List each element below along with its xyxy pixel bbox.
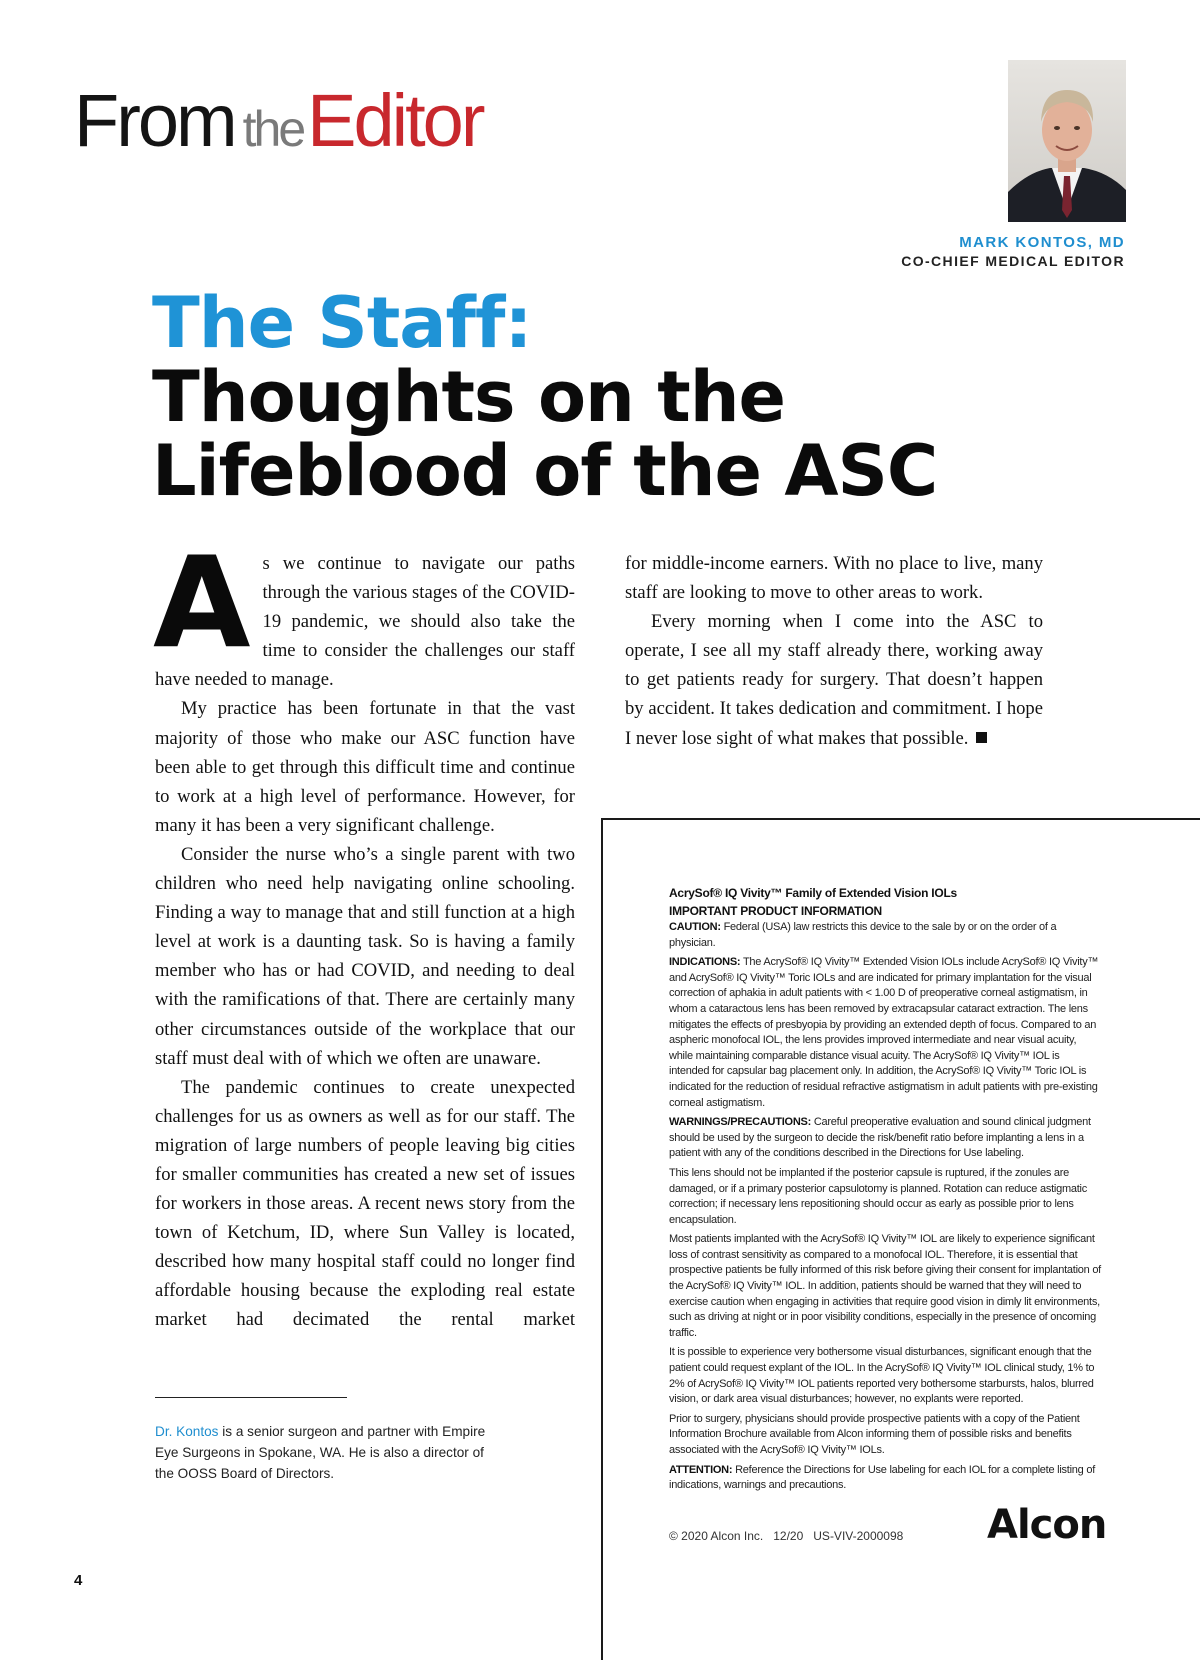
paragraph-1-text: s we continue to navigate our paths through the various stages of the COVID-19 pandemic, we should also take the time to consider the challenges our staff have needed to manage. xyxy=(155,553,575,691)
masthead-editor: Editor xyxy=(307,79,483,162)
ad-attention-label: ATTENTION: xyxy=(669,1463,733,1476)
headline-line-1: The Staff: xyxy=(152,282,532,364)
drop-cap: A xyxy=(153,529,251,676)
article-headline xyxy=(152,282,938,512)
ad-product-information xyxy=(669,884,1101,1498)
paragraph-2: My practice has been fortunate in that the vast majority of those who make our ASC function have been able to get through this difficult time and continue to work at a high level of performance. However, for many it has been a very significant challenge. xyxy=(155,698,575,836)
ad-caution-text: Federal (USA) law restricts this device to the sale by or on the order of a physician. xyxy=(669,921,1057,949)
paragraph-4-continued: for middle-income earners. With no place to live, many staff are looking to move to other areas to work. xyxy=(625,553,1043,604)
portrait-image xyxy=(1008,60,1126,222)
headline-line-2: Thoughts on the xyxy=(152,356,786,438)
ad-warning-3: Most patients implanted with the AcrySof® IQ Vivity™ IOL are likely to experience significant loss of contrast sensitivity as compared to a monofocal IOL. Therefore, it is essential that prospective patients be fully informed of this risk before giving their consent for implantation of the AcrySof® IQ Vivity™ IOL. In addition, patients should be warned that they will need to exercise caution when engaging in activities that require good vision in dimly lit environments, such as driving at night or in poor visibility conditions, especially in the presence of oncoming traffic. xyxy=(669,1233,1101,1339)
ad-caution-label: CAUTION: xyxy=(669,921,721,933)
ad-copyright: © 2020 Alcon Inc. 12/20 US-VIV-2000098 xyxy=(669,1529,904,1543)
headline-line-3: Lifeblood of the ASC xyxy=(152,430,938,512)
masthead-from: From xyxy=(74,79,235,162)
paragraph-3: Consider the nurse who’s a single parent with two children who need help navigating online schooling. Finding a way to manage that and still function at a high level at work is a daunting task. So is having a family member who has or had COVID, and needing to deal with the ramifications of that. There are certainly many other circumstances outside of the workplace that our staff must deal with of which we often are unaware. xyxy=(155,843,575,1069)
ad-warning-5: Prior to surgery, physicians should provide prospective patients with a copy of the Patient Information Brochure available from Alcon informing them of possible risks and benefits associated with the AcrySof® IQ Vivity™ IOLs. xyxy=(669,1412,1080,1456)
ad-warnings xyxy=(669,1115,1101,1162)
footnote-text: is a senior surgeon and partner with Empire Eye Surgeons in Spokane, WA. He is also a director of the OOSS Board of Directors. xyxy=(155,1424,486,1481)
masthead xyxy=(74,78,482,163)
editor-name: MARK KONTOS, MD xyxy=(959,234,1125,251)
article-column-right xyxy=(625,549,1043,753)
ad-warnings-label: WARNINGS/PRECAUTIONS: xyxy=(669,1116,812,1129)
page-number: 4 xyxy=(74,1572,83,1589)
end-mark-icon xyxy=(976,732,987,743)
paragraph-5-text: Every morning when I come into the ASC to operate, I see all my staff already there, working away to get patients ready for surgery. That doesn’t happen by accident. It takes dedication and commitment. I hope I never lose sight of what makes that possible. xyxy=(625,611,1043,749)
editor-credit xyxy=(901,234,1125,270)
ad-warning-4: It is possible to experience very bothersome visual disturbances, significant enough that the patient could request explant of the IOL. In the AcrySof® IQ Vivity™ IOL clinical study, 1% to 2% of AcrySof® IQ Vivity™ IOL patients reported very bothersome starbursts, halos, blurred vision, or dark area visual disturbances; however, no explants were reported. xyxy=(669,1346,1095,1406)
paragraph-4: The pandemic continues to create unexpected challenges for us as owners as well as for our staff. The migration of large numbers of people leaving big cities for smaller communities has created a new set of issues for workers in those areas. A recent news story from the town of Ketchum, ID, where Sun Valley is located, described how many hospital staff could no longer find affordable housing because the exploding real estate market had decimated the rental market xyxy=(155,1076,575,1331)
author-footnote xyxy=(155,1421,505,1484)
ad-attention-text: Reference the Directions for Use labeling for each IOL for a complete listing of indications, warnings and precautions. xyxy=(669,1463,1095,1492)
editor-title: CO-CHIEF MEDICAL EDITOR xyxy=(901,253,1125,269)
ad-warning-2: This lens should not be implanted if the posterior capsule is ruptured, if the zonules are damaged, or if a primary posterior capsulotomy is planned. Rotation can reduce astigmatic correction; if necessary lens repositioning should occur as early as possible prior to lens encapsulation. xyxy=(669,1166,1087,1226)
ad-indications xyxy=(669,955,1101,1111)
ad-attention xyxy=(669,1463,1101,1494)
paragraph-1 xyxy=(153,529,575,694)
ad-subtitle: IMPORTANT PRODUCT INFORMATION xyxy=(669,904,882,918)
ad-indications-text: The AcrySof® IQ Vivity™ Extended Vision IOLs include AcrySof® IQ Vivity™ and AcrySof® IQ Vivity™ Toric IOLs and are indicated for primary implantation for the visual correction of aphakia in adult patients with < 1.00 D of preoperative corneal astigmatism, in whom a cataractous lens has been removed by extracapsular cataract extraction. The lens mitigates the effects of presbyopia by providing an extended depth of focus. Compared to an aspheric monofocal IOL, the lens provides improved intermediate and near visual acuity, while maintaining comparable distance visual acuity. The AcrySof® IQ Vivity™ IOL is intended for capsular bag placement only. In addition, the AcrySof® IQ Vivity™ Toric IOL is indicated for the reduction of residual refractive astigmatism in adult patients with pre-existing corneal astigmatism. xyxy=(669,956,1099,1109)
footnote-author-name: Dr. Kontos xyxy=(155,1424,219,1439)
footnote-divider xyxy=(155,1397,347,1398)
editor-portrait xyxy=(1008,60,1126,222)
masthead-the: the xyxy=(242,101,304,157)
ad-warnings-text: Careful preoperative evaluation and sound clinical judgment should be used by the surgeon to decide the risk/benefit ratio before implanting a lens in a patient with any of the conditions described in the Directions for Use labeling. xyxy=(669,1116,1091,1160)
alcon-logo: Alcon xyxy=(987,1502,1107,1548)
paragraph-5 xyxy=(625,607,1043,752)
ad-title: AcrySof® IQ Vivity™ Family of Extended Vision IOLs xyxy=(669,886,957,900)
ad-indications-label: INDICATIONS: xyxy=(669,956,741,969)
article-column-left xyxy=(153,529,575,1335)
ad-caution xyxy=(669,920,1101,951)
